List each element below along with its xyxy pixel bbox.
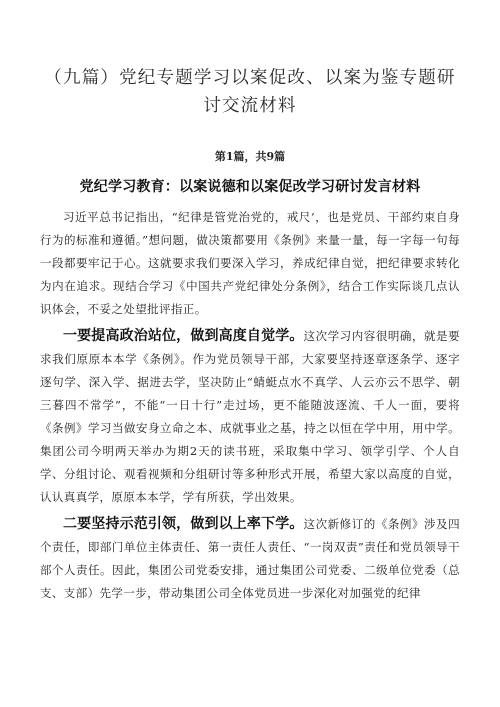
paragraph-point-1	[40, 325, 460, 509]
paragraph-lead-heading: 一要提高政治站位，做到高度自觉学。	[63, 328, 304, 344]
document-title: （九篇）党纪专题学习以案促改、以案为鉴专题研讨交流材料	[44, 68, 456, 116]
paragraph-body: 这次学习内容很明确，就是要求我们原原本本学《条例》。作为党员领导干部，大家要坚持逐章逐条学、逐字逐句学、深入学、据进去学，坚决防止“蜻蜓点水不真学、人云亦云不思学、朝三暮四不常学”，不能“一日十行”走过场，更不能随波逐流、千人一面，要将《条例》学习当做安身立命之本、成就事业之基，持之以恒在学中用，用中学。集团公司今明两天举办为期2天的读书班，采取集中学习、领学引学、个人自学、分组讨论、观看视频和分组研讨等多种形式开展，希望大家以高度的自觉，认认真真学，原原本本学，学有所获，学出效果。	[40, 329, 461, 504]
article-subtitle: 党纪学习教育：以案说德和以案促改学习研讨发言材料	[79, 179, 421, 195]
paragraph-lead-heading: 二要坚持示范引领，做到以上率下学。	[63, 516, 304, 532]
paragraph-body: 习近平总书记指出，“纪律是管党治党的，戒尺’，也是党员、干部约束自身行为的标准和遵循。”想问题，做决策都要用《条例》来量一量，每一字每一句每一段都要牢记于心。这就要求我们要深入学习，养成纪律自觉，把纪律要求转化为内在追求。现结合学习《中国共产党纪律处分条例》，结合工作实际谈几点认识体会，不妥之处望批评指正。	[40, 210, 460, 316]
paragraph-body: 这次新修订的《条例》涉及四个责任，即部门单位主体责任、第一责任人责任、“一岗双责”责任和党员领导干部个人责任。因此，集团公司党委安排，通过集团公司党委、二级单位党委（总支、支部）先学一步，带动集团公司全体党员进一步深化对加强党的纪律	[40, 517, 461, 600]
paragraph-intro	[40, 206, 460, 321]
paragraph-point-2	[40, 513, 460, 605]
part-label: 第1篇，共9篇	[214, 150, 286, 163]
